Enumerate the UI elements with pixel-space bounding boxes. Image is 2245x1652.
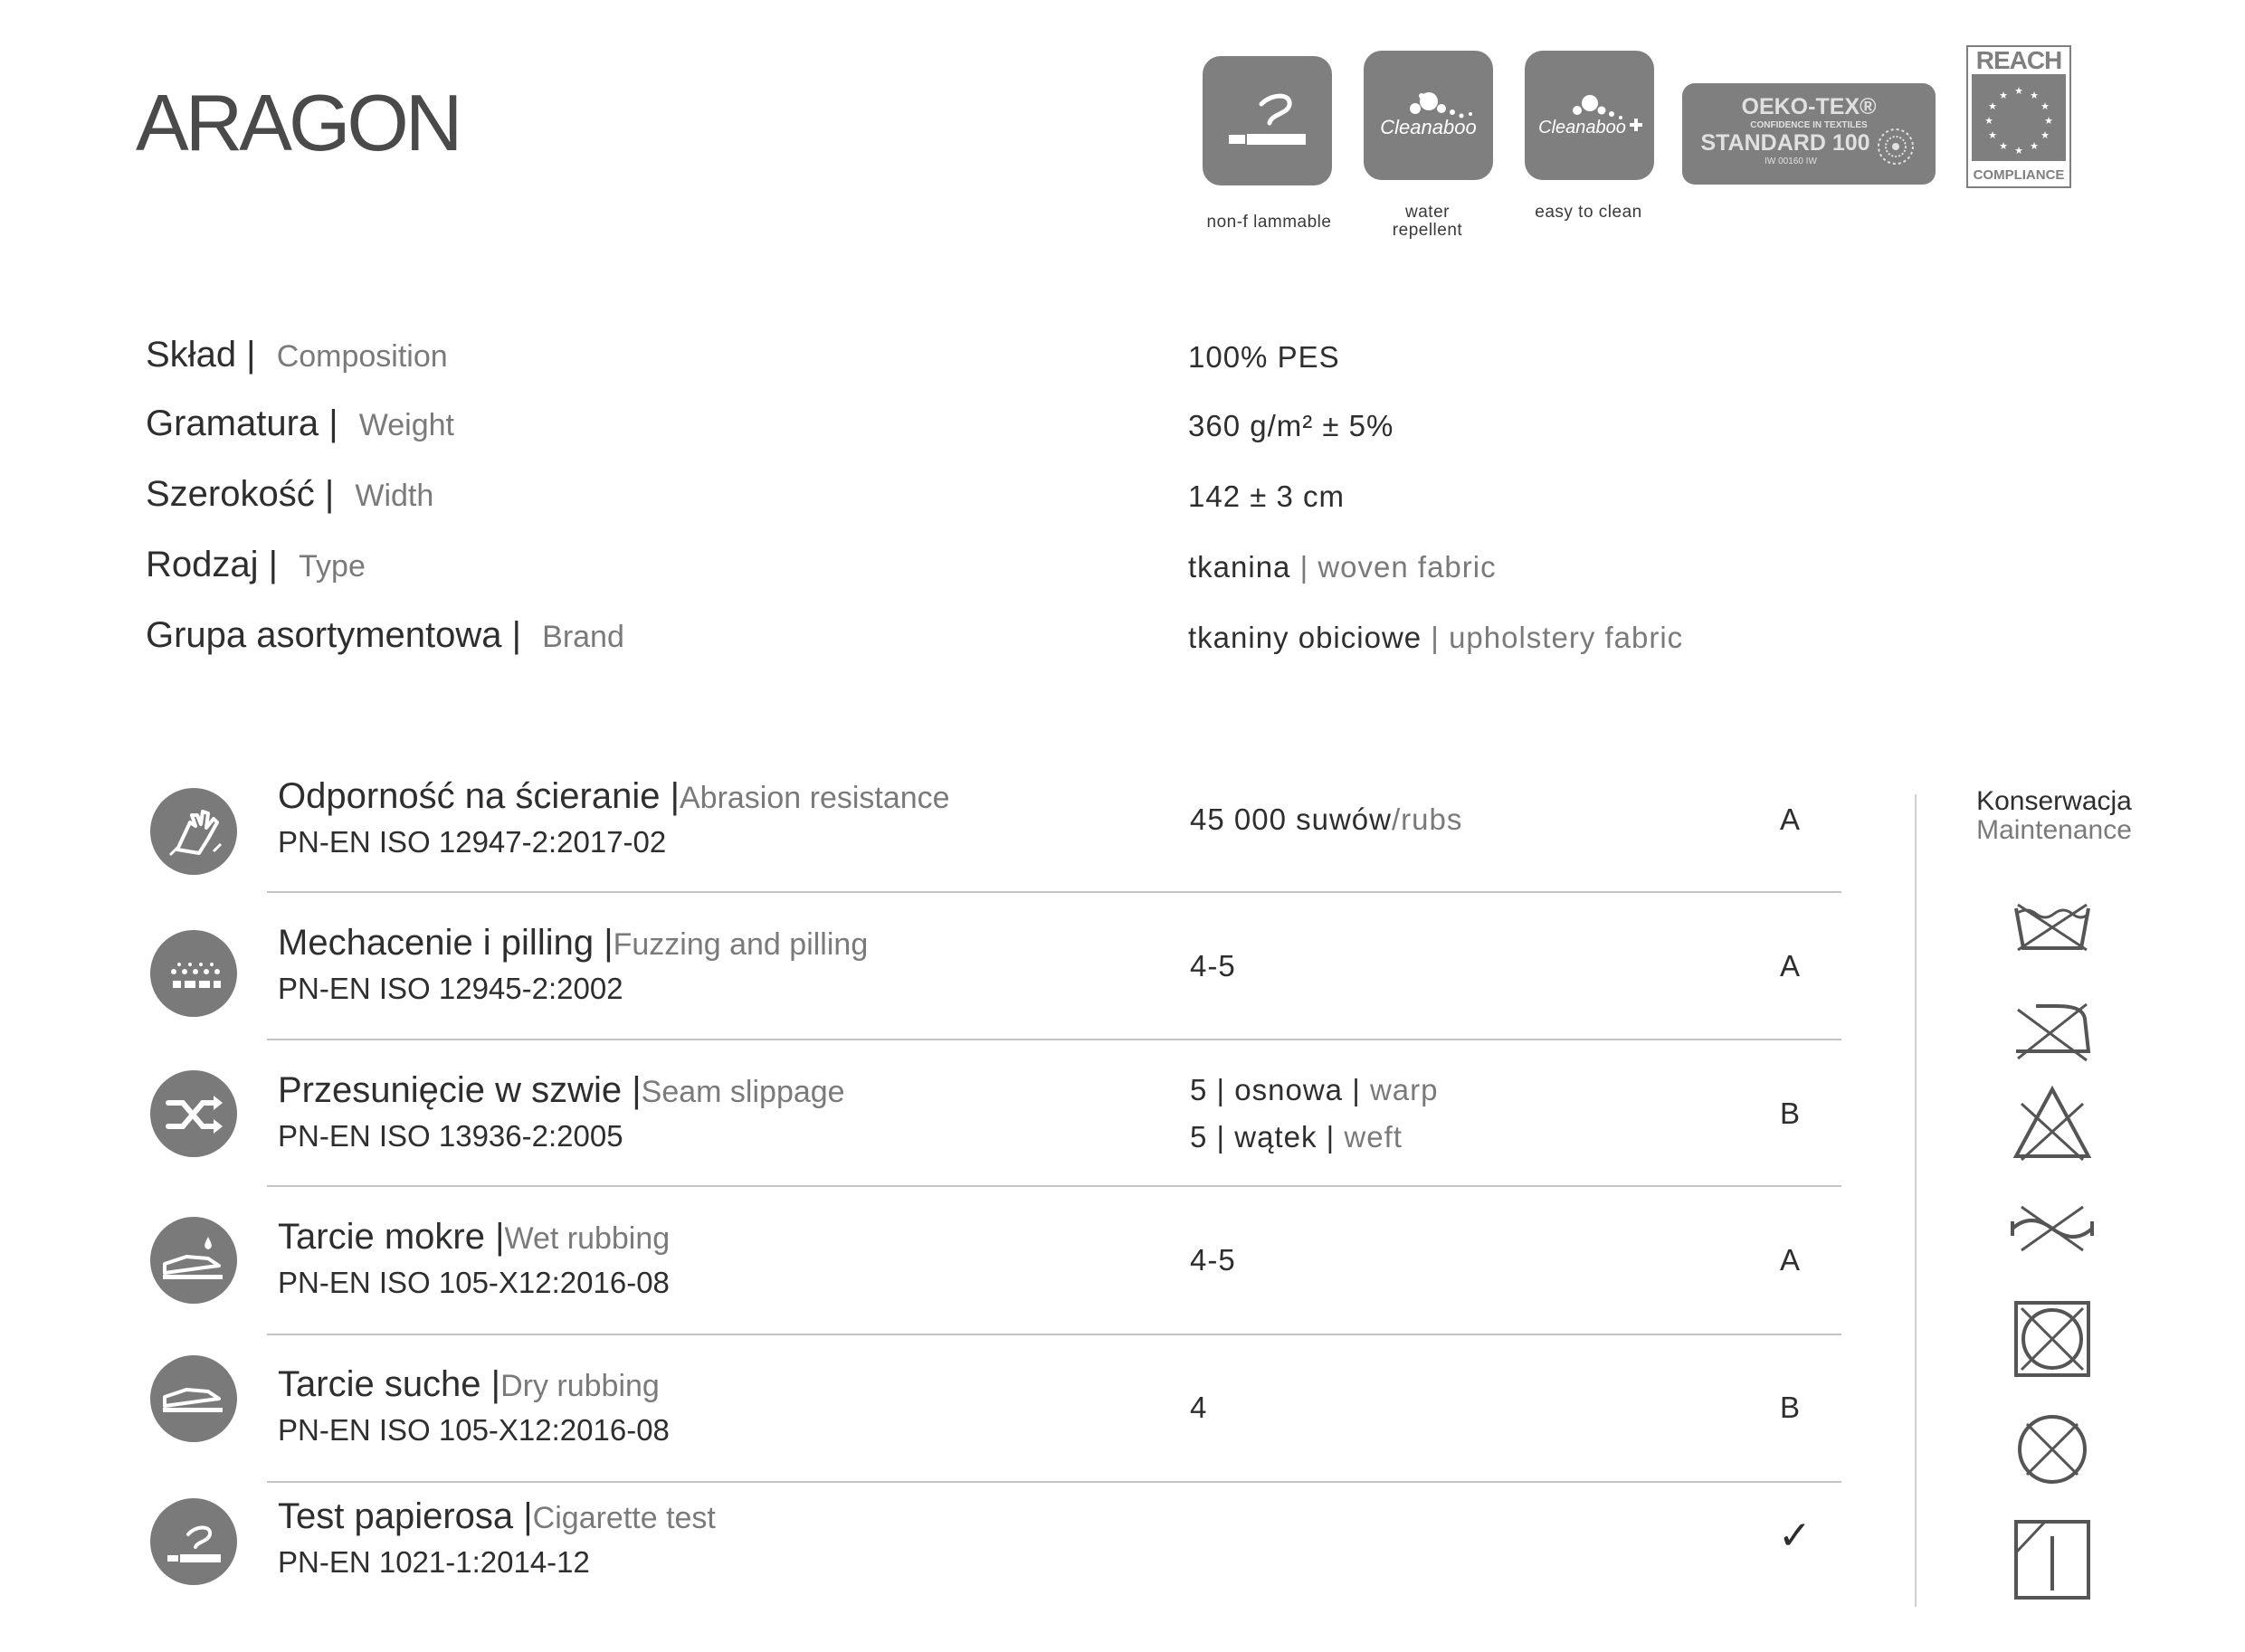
cigarette-icon [1203,56,1332,185]
spec-value-width: 142 ± 3 cm [1188,479,1346,513]
oekotex-line3: STANDARD 100 [1700,130,1870,156]
oekotex-line2: CONFIDENCE IN TEXTILES [1750,120,1868,130]
maintenance-title-pl: Konserwacja [1976,786,2132,816]
test-class: B [1780,1391,1801,1424]
no-dry-clean-icon [2009,1406,2096,1493]
test-title-pl: Tarcie mokre [278,1217,485,1257]
svg-text:★: ★ [1988,129,1997,141]
row-divider [267,1185,1841,1187]
warp-number: 5 [1190,1073,1208,1106]
easy-to-clean-badge [1525,51,1654,180]
spec-label-pl: Rodzaj [146,545,259,584]
svg-text:★: ★ [2044,115,2053,127]
product-title: ARAGON [136,78,460,167]
oekotex-flower-icon [1876,127,1916,166]
non-flammable-badge [1203,56,1332,185]
svg-text:★: ★ [1999,140,2008,152]
oekotex-line4: IW 00160 IW [1765,157,1817,166]
spec-value-type: tkanina | woven fabric [1188,550,1497,584]
checkmark-icon: ✓ [1778,1513,1812,1559]
spec-label-en: Composition [276,339,448,374]
test-standard: PN-EN 1021-1:2014-12 [278,1545,590,1579]
svg-text:★: ★ [1988,100,1997,112]
spec-label-en: Weight [358,408,455,442]
test-title-pilling: Mechacenie i pilling |Fuzzing and pilling [278,923,869,963]
reach-title: REACH [1975,46,2062,74]
row-divider [267,891,1841,893]
no-bleach-icon [2009,1080,2096,1167]
test-title-seam-slippage: Przesunięcie w szwie |Seam slippage [278,1070,845,1110]
test-title-en: Fuzzing and pilling [613,927,869,962]
test-class: B [1780,1097,1801,1130]
svg-text:★: ★ [2040,100,2050,112]
test-title-en: Cigarette test [532,1501,716,1535]
dry-rubbing-icon [150,1355,237,1442]
wet-rubbing-icon [150,1217,237,1304]
spec-value-pl: tkanina [1188,550,1291,584]
spec-label-pl: Grupa asortymentowa [146,615,502,655]
cleanaboo-plus-text: Cleanaboo [1538,118,1626,138]
test-title-wet-rubbing: Tarcie mokre |Wet rubbing [278,1217,671,1257]
reach-badge [1966,45,2071,188]
spec-row-width: Szerokość | Width [146,474,434,514]
no-wring-icon [2009,1185,2096,1272]
maintenance-title-en: Maintenance [1976,815,2132,845]
test-class: A [1780,1243,1801,1277]
oekotex-badge [1682,83,1936,185]
badge-label-easy-to-clean: easy to clean [1535,203,1642,222]
oekotex-line1: OEKO-TEX® [1741,94,1877,119]
row-divider [267,1481,1841,1483]
svg-text:★: ★ [2030,140,2039,152]
test-title-pl: Odporność na ścieranie [278,776,661,816]
svg-text:★: ★ [2030,90,2039,101]
spec-label-en: Brand [542,620,624,654]
test-title-pl: Mechacenie i pilling [278,923,595,963]
test-title-en: Dry rubbing [500,1369,660,1403]
svg-text:★: ★ [1984,115,1993,127]
test-class: A [1780,949,1801,983]
spec-label-pl: Szerokość [146,474,315,514]
spec-value-brand: tkaniny obiciowe | upholstery fabric [1188,621,1684,654]
no-tumble-dry-icon [2009,1296,2096,1382]
water-repellent-badge [1364,51,1493,180]
maintenance-title [1914,787,2194,845]
test-value-weft: 5 | wątek | weft [1190,1120,1403,1154]
cigarette-icon [150,1498,237,1585]
spec-value-composition: 100% PES [1188,340,1340,374]
test-title-en: Seam slippage [641,1075,845,1109]
test-value-warp: 5 | osnowa | warp [1190,1073,1439,1106]
badge-label-water-repellent: water repellent [1392,203,1463,240]
maintenance-divider [1915,794,1917,1607]
seam-slippage-icon [150,1070,237,1157]
warp-en: warp [1369,1073,1439,1106]
spec-label-en: Type [299,549,366,584]
test-title-pl: Tarcie suche [278,1364,481,1404]
spec-label-pl: Gramatura [146,404,319,443]
spec-value-weight: 360 g/m² ± 5% [1188,409,1394,442]
test-class: A [1780,802,1801,836]
spec-row-type: Rodzaj | Type [146,545,366,584]
test-value: 4-5 [1190,1243,1236,1277]
row-divider [267,1334,1841,1335]
row-divider [267,1039,1841,1040]
cleanaboo-text: Cleanaboo [1380,116,1477,138]
no-iron-icon [2009,986,2096,1073]
test-title-cigarette: Test papierosa |Cigarette test [278,1496,716,1536]
weft-number: 5 [1190,1120,1208,1154]
spec-row-brand: Grupa asortymentowa | Brand [146,615,624,655]
test-title-abrasion: Odporność na ścieranie |Abrasion resistance [278,776,950,816]
spec-label-en: Width [355,479,434,513]
spec-row-composition: Skład | Composition [146,335,448,375]
test-value: 4-5 [1190,949,1236,983]
weft-pl: wątek [1234,1120,1318,1154]
reach-compliance: COMPLIANCE [1973,167,2065,183]
no-wash-icon [2009,888,2096,975]
test-standard: PN-EN ISO 12945-2:2002 [278,972,623,1005]
test-title-dry-rubbing: Tarcie suche |Dry rubbing [278,1364,660,1404]
svg-text:★: ★ [2040,129,2050,141]
eu-stars-icon [1968,74,2069,161]
line-dry-icon [2009,1516,2096,1603]
test-value-unit: rubs [1401,802,1463,836]
test-value: 4 [1190,1391,1208,1424]
svg-text:★: ★ [2014,85,2023,97]
test-title-pl: Przesunięcie w szwie [278,1070,623,1110]
abrasion-hand-icon [150,788,237,875]
test-standard: PN-EN ISO 105-X12:2016-08 [278,1266,670,1299]
spec-value-pl: tkaniny obiciowe [1188,621,1422,654]
test-title-pl: Test papierosa [278,1496,514,1536]
badge-label-non-flammable: non-f lammable [1206,213,1332,232]
cleanaboo-plus-icon [1525,51,1654,180]
svg-text:★: ★ [1999,90,2008,101]
weft-en: weft [1344,1120,1403,1154]
svg-text:★: ★ [2014,145,2023,157]
spec-value-en: upholstery fabric [1449,621,1684,654]
test-title-en: Abrasion resistance [679,781,950,815]
test-title-en: Wet rubbing [504,1221,671,1256]
test-value-abrasion: 45 000 suwów/rubs [1190,802,1463,836]
spec-row-weight: Gramatura | Weight [146,404,455,443]
test-standard: PN-EN ISO 12947-2:2017-02 [278,825,667,859]
test-standard: PN-EN ISO 13936-2:2005 [278,1119,623,1153]
test-standard: PN-EN ISO 105-X12:2016-08 [278,1413,670,1447]
spec-value-en: woven fabric [1318,550,1497,584]
pilling-icon [150,930,237,1017]
warp-pl: osnowa [1234,1073,1344,1106]
test-value: 45 000 suwów [1190,802,1392,836]
spec-label-pl: Skład [146,335,237,375]
